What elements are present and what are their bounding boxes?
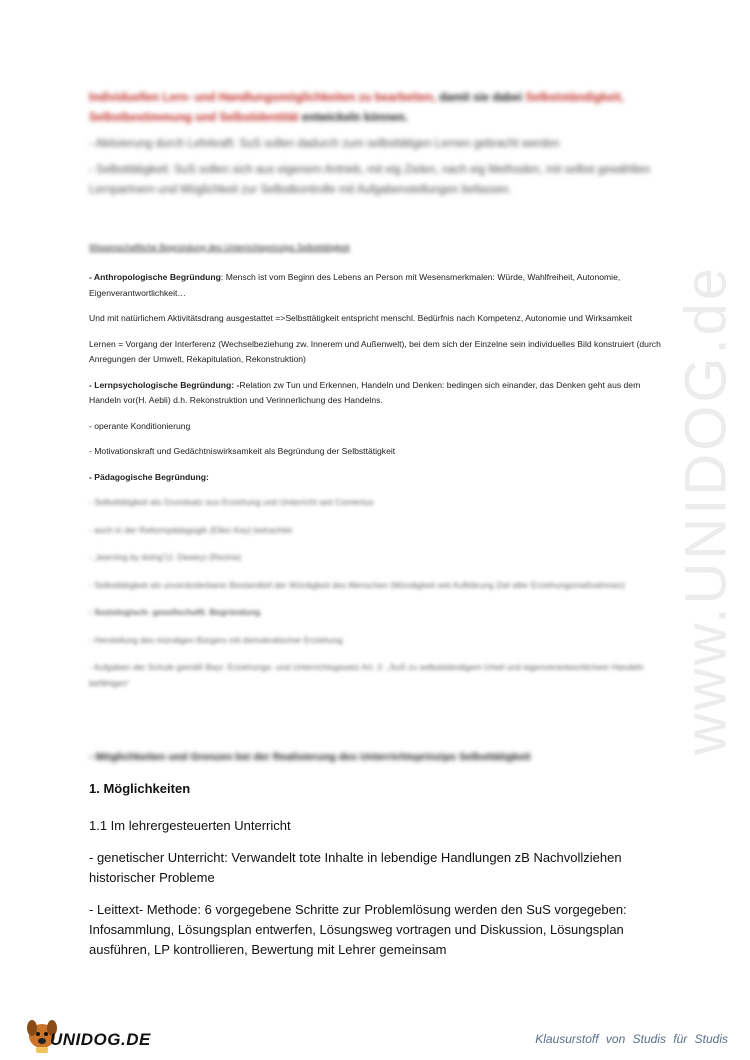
list-item: - Selbsttätigkeit als Grundsatz aus Erziehung und Unterricht seit Comenius <box>89 497 374 507</box>
list-item: - „learning by doing“(J. Dewey) (Rezine) <box>89 552 242 562</box>
lernpsychologische-text: Relation zw Tun und Erkennen, Handeln und Denken: bedingen sich einander, das Denken geht aus dem Handeln vor(H. Aebli) d.h. Rekonstruktion und Verinnerlichung des Handelns. <box>89 379 641 405</box>
section-heading: Wissenschaftliche Begründung des Unterrichtsprinzips Selbsttätigkeit <box>89 242 350 252</box>
lernpsychologische-paragraph <box>89 378 664 409</box>
list-item: - auch in der Reformpädagogik (Ellen Key) betrachtet <box>89 524 293 535</box>
watermark: www.UNIDOG.de <box>673 264 739 756</box>
list-item: - Herstellung des mündigen Bürgers mit demokratischer Erziehung <box>89 634 343 645</box>
footer-tagline: Klausurstoff von Studis für Studis <box>535 1032 728 1046</box>
list-item: - Aufgaben der Schule gemäß Bayr. Erziehungs- und Unterrichtsgesetz Art. 2: „SuS zu selbstständigem Urteil und eigenverantwortlichem Handeln befähigen“ <box>89 662 644 688</box>
paedagogische-heading <box>89 470 664 486</box>
genetischer-unterricht-paragraph: - genetischer Unterricht: Verwandelt tote Inhalte in lebendige Handlungen zB Nachvollziehen historischer Probleme <box>89 850 622 885</box>
lernen-paragraph: Lernen = Vorgang der Interferenz (Wechselbeziehung zw. Innerem und Außenwelt), bei dem sich der Einzelne sein individuelles Bild konstruiert (durch Anregungen der Umwelt, Rekapitulation, Rekonstruktion) <box>89 338 661 364</box>
blurred-intro <box>89 88 664 200</box>
list-item: - Soziologisch- gesellschaftl. Begründung <box>89 607 261 617</box>
intro-end-text: entwickeln können. <box>298 112 408 124</box>
intro-red-text-b: Selbstständigkeit, Selbstbestimmung und Selbstidentität <box>89 92 624 124</box>
unidog-logo-text: UNIDOG.DE <box>50 1030 151 1049</box>
blurred-list <box>89 495 664 691</box>
aktivierung-paragraph: - Aktivierung durch Lehrkraft: SuS sollen dadurch zum selbsttätigen Lernen gebracht werden <box>89 138 560 150</box>
operante-paragraph: - operante Konditionierung <box>89 420 191 431</box>
selbsttaetigkeit-paragraph: - Selbsttätigkeit: SuS sollen sich aus eigenem Antrieb, mit eig Zielen, nach eig Methoden, mit selbst gewählten Lernpartnern und Möglichkeit zur Selbstkontrolle mit Aufgabenstellungen befassen. <box>89 164 651 196</box>
anthropologische-paragraph <box>89 270 664 301</box>
list-item: - Selbsttätigkeit als unveränderbarer Bestandteil der Würdigkeit des Menschen (Mündigkeit seit Aufklärung Ziel aller Erziehungsmaßnahmen) <box>89 579 625 590</box>
moeglichkeiten-heading: 1. Möglichkeiten <box>89 781 191 796</box>
anthropologische-label: - Anthropologische Begründung <box>89 272 221 282</box>
lehrergesteuert-heading: 1.1 Im lehrergesteuerten Unterricht <box>89 818 291 833</box>
anthropologische-text: : Mensch ist vom Beginn des Lebens an Person mit Wesensmerkmalen: Würde, Wahlfreiheit, Autonomie, Eigenverantwortlichkeit… <box>89 272 621 298</box>
grenzen-heading: - Möglichkeiten und Grenzen bei der Realisierung des Unterrichtsprinzips Selbsttätigkeit <box>89 751 531 763</box>
footer <box>0 1010 750 1060</box>
intro-black-text: damit sie dabei <box>435 92 526 104</box>
intro-paragraph <box>89 88 664 128</box>
paedagogische-label: - Pädagogische Begründung: <box>89 471 209 482</box>
intro-red-text-a: Individuellen Lern- und Handlungsmöglichkeiten zu bearbeiten, <box>89 92 436 104</box>
leittext-paragraph: - Leittext- Methode: 6 vorgegebene Schritte zur Problemlösung werden den SuS vorgegeben: Infosammlung, Lösungsplan entwerfen, Lösungsweg vortragen und Diskussion, Lösungsplan ausführen, LP kontrollieren, Bewertung mit Lehrer gemeinsam <box>89 902 627 957</box>
document-content <box>89 88 664 972</box>
motivation-paragraph: - Motivationskraft und Gedächtniswirksamkeit als Begründung der Selbsttätigkeit <box>89 446 396 456</box>
aktivitaetsdrang-paragraph: Und mit natürlichem Aktivitätsdrang ausgestattet =>Selbsttätigkeit entspricht menschl. Bedürfnis nach Kompetenz, Autonomie und Wirksamkeit <box>89 313 633 323</box>
lernpsychologische-label: - Lernpsychologische Begründung: - <box>89 379 240 390</box>
